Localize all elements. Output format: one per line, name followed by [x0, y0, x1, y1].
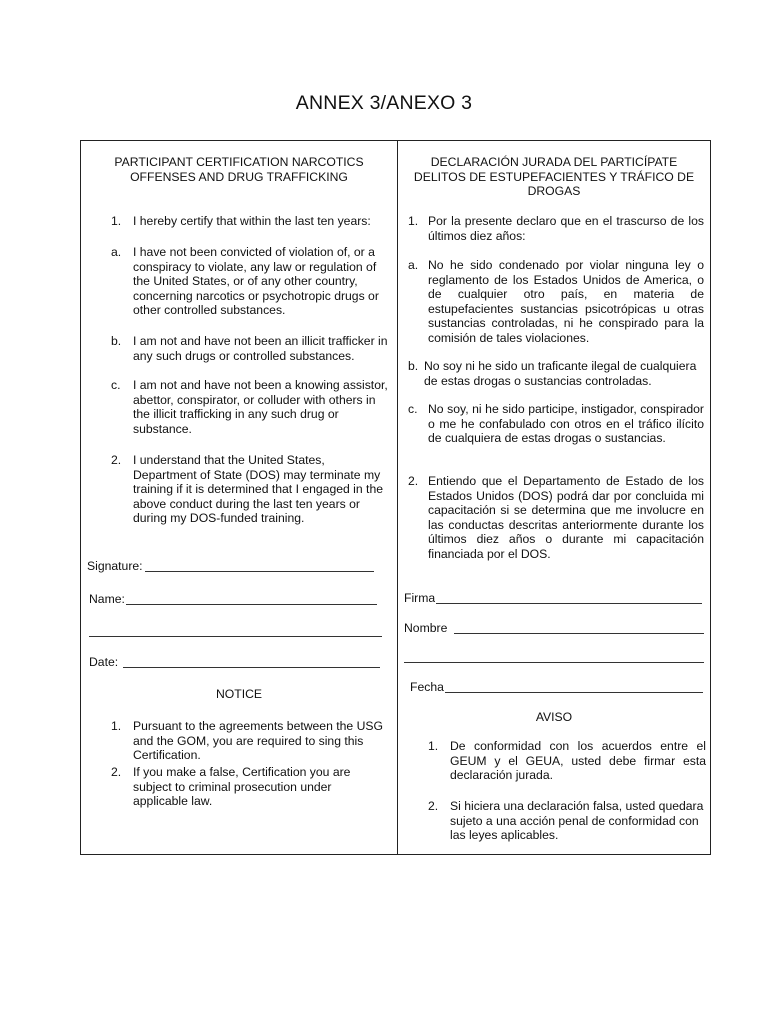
certification-table [80, 140, 711, 855]
aviso-title: AVISO [535, 710, 573, 724]
spanish-item-1 [408, 214, 704, 243]
english-heading: PARTICIPANT CERTIFICATION NARCOTICS OFFENSES AND DRUG TRAFFICKING [114, 155, 364, 184]
item-marker: 1. [428, 739, 439, 753]
date-line[interactable] [123, 667, 380, 668]
item-text: I am not and have not been an illicit trafficker in any such drugs or controlled substances. [133, 334, 388, 363]
item-marker: 2. [428, 799, 439, 813]
item-marker: a. [408, 258, 419, 272]
english-item-a [111, 245, 389, 318]
item-text: I have not been convicted of violation of, or a conspiracy to violate, any law or regulation of the United States, or of any other country, concerning narcotics or psychotropic drugs or other controlled substances. [133, 245, 379, 318]
item-text: I am not and have not been a knowing assistor, abettor, conspirator, or colluder with others in the illicit trafficking in any such drug or substance. [133, 378, 388, 436]
date-label: Date: [89, 655, 119, 669]
item-marker: 1. [408, 214, 419, 228]
spanish-heading: DECLARACIÓN JURADA DEL PARTICÍPATE DELITOS DE ESTUPEFACIENTES Y TRÁFICO DE DROGAS [413, 155, 695, 199]
nombre-line[interactable] [454, 633, 704, 634]
notice-title: NOTICE [215, 687, 263, 701]
fecha-line[interactable] [445, 692, 703, 693]
aviso-item-1 [428, 739, 706, 783]
item-marker: c. [111, 378, 121, 392]
item-text: Por la presente declaro que en el trascurso de los últimos diez años: [428, 214, 704, 243]
firma-line[interactable] [436, 603, 702, 604]
item-marker: b. [408, 359, 419, 373]
english-item-c [111, 378, 389, 436]
aviso-item-2 [428, 799, 706, 843]
spanish-item-c [408, 402, 704, 446]
item-text: No soy ni he sido un traficante ilegal de cualquiera de estas drogas o sustancias controladas. [424, 359, 697, 388]
nombre-label: Nombre [404, 621, 448, 635]
item-marker: 2. [408, 474, 419, 488]
firma-label: Firma [404, 591, 436, 605]
item-text: I understand that the United States, Department of State (DOS) may terminate my training if it is determined that I engaged in the above conduct during the last ten years or during my DOS-funded training. [133, 453, 383, 526]
notice-item-2 [111, 765, 371, 809]
item-marker: 2. [111, 765, 122, 779]
item-text: De conformidad con los acuerdos entre el GEUM y el GEUA, usted debe firmar esta declaración jurada. [450, 739, 706, 783]
item-text: If you make a false, Certification you are subject to criminal prosecution under applicable law. [133, 765, 351, 809]
notice-item-1 [111, 719, 396, 763]
english-item-2 [111, 453, 389, 526]
spanish-item-2 [408, 474, 704, 562]
spanish-item-b [408, 359, 704, 388]
column-divider [397, 141, 398, 854]
item-text: Si hiciera una declaración falsa, usted quedara sujeto a una acción penal de conformidad con las leyes aplicables. [450, 799, 704, 843]
nombre-line-continued[interactable] [404, 662, 704, 663]
item-marker: 2. [111, 453, 122, 467]
signature-line[interactable] [145, 571, 374, 572]
english-item-b [111, 334, 389, 363]
item-marker: 1. [111, 214, 122, 228]
page-title: ANNEX 3/ANEXO 3 [295, 92, 473, 114]
signature-label: Signature: [87, 559, 143, 573]
item-text: No he sido condenado por violar ninguna ley o reglamento de los Estados Unidos de America, o de cualquier otro país, en materia de estupefacientes sustancias psicotrópicas u otras sustancias controladas, ni he conspirado para la comisión de tales violaciones. [428, 258, 704, 345]
name-line-continued[interactable] [89, 636, 382, 637]
item-text: Entiendo que el Departamento de Estado de los Estados Unidos (DOS) podrá dar por concluida mi capacitación si se determina que me involucre en las conductas descritas anteriormente durante los últimos diez años o durante mi capacitación financiada por el DOS. [428, 474, 704, 561]
item-marker: c. [408, 402, 418, 416]
name-line[interactable] [126, 604, 377, 605]
fecha-label: Fecha [410, 680, 444, 694]
item-marker: 1. [111, 719, 122, 733]
item-text: No soy, ni he sido participe, instigador, conspirador o me he confabulado con otros en el tráfico ilícito de cualquiera de estas drogas o sustancias. [428, 402, 704, 446]
name-label: Name: [89, 592, 125, 606]
item-text: Pursuant to the agreements between the USG and the GOM, you are required to sing this Certification. [133, 719, 383, 763]
item-text: I hereby certify that within the last ten years: [133, 214, 371, 228]
item-marker: a. [111, 245, 122, 259]
item-marker: b. [111, 334, 122, 348]
spanish-item-a [408, 258, 704, 346]
english-item-1 [111, 214, 389, 229]
